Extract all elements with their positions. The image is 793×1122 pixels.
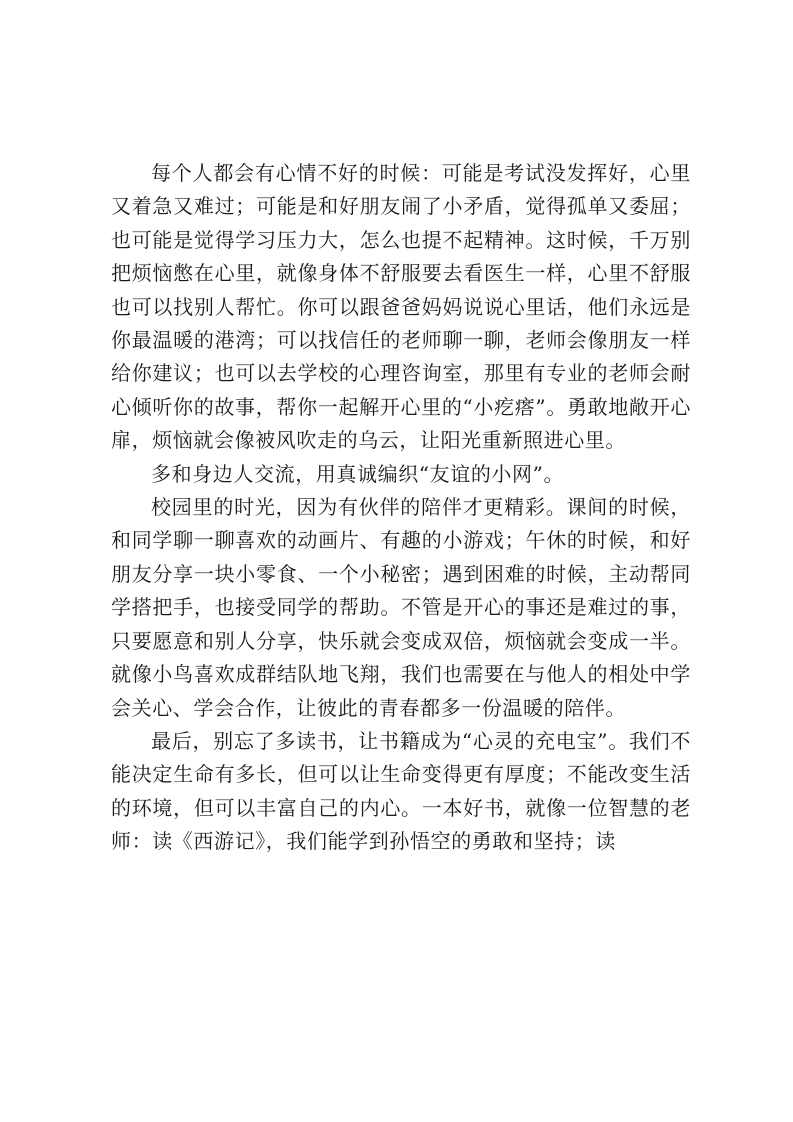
body-text (111, 157, 691, 859)
paragraph-communication-heading: 多和身边人交流，用真诚编织“友谊的小网”。 (151, 461, 565, 486)
paragraph-emotions: 每个人都会有心情不好的时候：可能是考试没发挥好，心里又着急又难过；可能是和好朋友闹了小矛盾，觉得孤单又委屈；也可能是觉得学习压力大，怎么也提不起精神。这时候，千万别把烦恼憋在心里，就像身体不舒服要去看医生一样，心里不舒服也可以找别人帮忙。你可以跟爸爸妈妈说说心里话，他们永远是你最温暖的港湾；可以找信任的老师聊一聊，老师会像朋友一样给你建议；也可以去学校的心理咨询室，那里有专业的老师会耐心倾听你的故事，帮你一起解开心里的“小疙瘩”。勇敢地敞开心扉，烦恼就会像被风吹走的乌云，让阳光重新照进心里。 (111, 161, 691, 453)
paragraph-reading: 最后，别忘了多读书，让书籍成为“心灵的充电宝”。我们不能决定生命有多长，但可以让生命变得更有厚度；不能改变生活的环境，但可以丰富自己的内心。一本好书，就像一位智慧的老师：读《西游记》，我们能学到孙悟空的勇敢和坚持；读 (111, 728, 691, 854)
paragraph-campus-friends: 校园里的时光，因为有伙伴的陪伴才更精彩。课间的时候，和同学聊一聊喜欢的动画片、有趣的小游戏；午休的时候，和好朋友分享一块小零食、一个小秘密；遇到困难的时候，主动帮同学搭把手，也接受同学的帮助。不管是开心的事还是难过的事，只要愿意和别人分享，快乐就会变成双倍，烦恼就会变成一半。就像小鸟喜欢成群结队地飞翔，我们也需要在与他人的相处中学会关心、学会合作，让彼此的青春都多一份温暖的陪伴。 (111, 495, 691, 720)
